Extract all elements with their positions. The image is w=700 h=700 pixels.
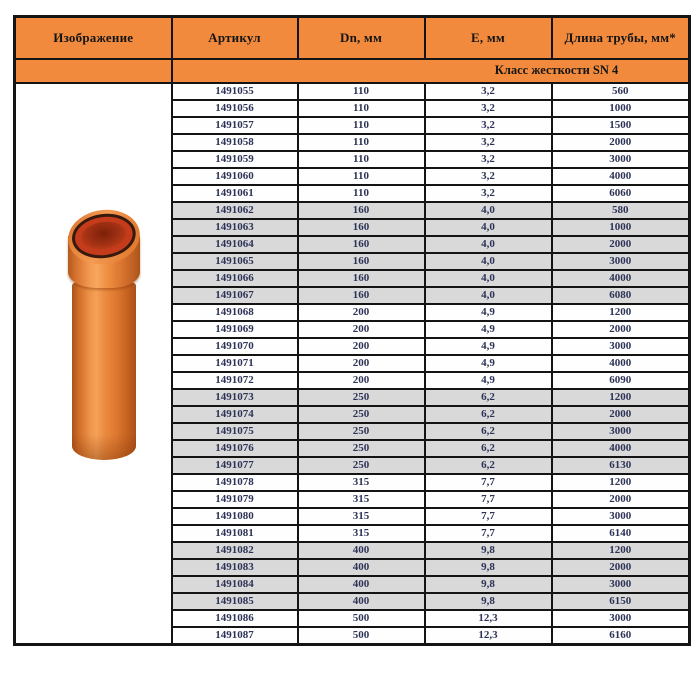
length-cell: 3000 bbox=[552, 151, 690, 168]
length-cell: 4000 bbox=[552, 355, 690, 372]
stiffness-class-cell bbox=[172, 59, 690, 83]
article-cell: 1491057 bbox=[172, 117, 298, 134]
e-cell: 4,9 bbox=[425, 321, 552, 338]
dn-cell: 500 bbox=[298, 627, 425, 645]
dn-cell: 110 bbox=[298, 168, 425, 185]
length-cell: 3000 bbox=[552, 253, 690, 270]
pipe-opening-inner-wall bbox=[72, 213, 135, 259]
e-cell: 4,0 bbox=[425, 219, 552, 236]
dn-cell: 315 bbox=[298, 491, 425, 508]
dn-cell: 160 bbox=[298, 236, 425, 253]
article-cell: 1491063 bbox=[172, 219, 298, 236]
e-cell: 7,7 bbox=[425, 525, 552, 542]
article-cell: 1491085 bbox=[172, 593, 298, 610]
dn-cell: 160 bbox=[298, 219, 425, 236]
length-cell: 1000 bbox=[552, 100, 690, 117]
article-cell: 1491069 bbox=[172, 321, 298, 338]
article-cell: 1491078 bbox=[172, 474, 298, 491]
length-cell: 1200 bbox=[552, 474, 690, 491]
article-cell: 1491084 bbox=[172, 576, 298, 593]
article-cell: 1491082 bbox=[172, 542, 298, 559]
dn-cell: 400 bbox=[298, 542, 425, 559]
dn-cell: 200 bbox=[298, 321, 425, 338]
dn-cell: 500 bbox=[298, 610, 425, 627]
column-header-e: E, мм bbox=[425, 17, 552, 59]
length-cell: 2000 bbox=[552, 491, 690, 508]
article-cell: 1491087 bbox=[172, 627, 298, 645]
e-cell: 6,2 bbox=[425, 440, 552, 457]
dn-cell: 250 bbox=[298, 457, 425, 474]
pipe-opening-interior bbox=[79, 218, 128, 251]
column-header-dn: Dn, мм bbox=[298, 17, 425, 59]
e-cell: 4,0 bbox=[425, 270, 552, 287]
length-cell: 6160 bbox=[552, 627, 690, 645]
article-cell: 1491062 bbox=[172, 202, 298, 219]
dn-cell: 110 bbox=[298, 100, 425, 117]
length-cell: 4000 bbox=[552, 440, 690, 457]
e-cell: 4,9 bbox=[425, 372, 552, 389]
dn-cell: 110 bbox=[298, 134, 425, 151]
article-cell: 1491055 bbox=[172, 83, 298, 100]
article-cell: 1491059 bbox=[172, 151, 298, 168]
length-cell: 6130 bbox=[552, 457, 690, 474]
article-cell: 1491073 bbox=[172, 389, 298, 406]
product-table bbox=[13, 15, 691, 646]
length-cell: 3000 bbox=[552, 610, 690, 627]
length-cell: 6140 bbox=[552, 525, 690, 542]
e-cell: 9,8 bbox=[425, 559, 552, 576]
dn-cell: 250 bbox=[298, 389, 425, 406]
stiffness-row-empty-cell bbox=[15, 59, 172, 83]
e-cell: 3,2 bbox=[425, 117, 552, 134]
article-cell: 1491072 bbox=[172, 372, 298, 389]
length-cell: 6090 bbox=[552, 372, 690, 389]
article-cell: 1491075 bbox=[172, 423, 298, 440]
article-cell: 1491086 bbox=[172, 610, 298, 627]
column-header-pipe-length: Длина трубы, мм* bbox=[552, 17, 690, 59]
dn-cell: 110 bbox=[298, 83, 425, 100]
dn-cell: 110 bbox=[298, 185, 425, 202]
e-cell: 4,9 bbox=[425, 304, 552, 321]
length-cell: 2000 bbox=[552, 321, 690, 338]
article-cell: 1491083 bbox=[172, 559, 298, 576]
table-row bbox=[15, 83, 690, 100]
length-cell: 4000 bbox=[552, 168, 690, 185]
article-cell: 1491058 bbox=[172, 134, 298, 151]
e-cell: 12,3 bbox=[425, 610, 552, 627]
article-cell: 1491071 bbox=[172, 355, 298, 372]
length-cell: 1500 bbox=[552, 117, 690, 134]
length-cell: 580 bbox=[552, 202, 690, 219]
length-cell: 6060 bbox=[552, 185, 690, 202]
length-cell: 3000 bbox=[552, 423, 690, 440]
e-cell: 7,7 bbox=[425, 491, 552, 508]
e-cell: 3,2 bbox=[425, 83, 552, 100]
article-cell: 1491061 bbox=[172, 185, 298, 202]
dn-cell: 160 bbox=[298, 287, 425, 304]
length-cell: 2000 bbox=[552, 236, 690, 253]
dn-cell: 250 bbox=[298, 406, 425, 423]
article-cell: 1491080 bbox=[172, 508, 298, 525]
length-cell: 6150 bbox=[552, 593, 690, 610]
orange-pvc-pipe-photo bbox=[68, 210, 140, 460]
e-cell: 4,0 bbox=[425, 253, 552, 270]
e-cell: 6,2 bbox=[425, 423, 552, 440]
length-cell: 3000 bbox=[552, 508, 690, 525]
column-header-article: Артикул bbox=[172, 17, 298, 59]
article-cell: 1491077 bbox=[172, 457, 298, 474]
e-cell: 9,8 bbox=[425, 593, 552, 610]
e-cell: 3,2 bbox=[425, 151, 552, 168]
dn-cell: 160 bbox=[298, 270, 425, 287]
e-cell: 9,8 bbox=[425, 576, 552, 593]
length-cell: 4000 bbox=[552, 270, 690, 287]
length-cell: 2000 bbox=[552, 134, 690, 151]
e-cell: 4,9 bbox=[425, 338, 552, 355]
article-cell: 1491064 bbox=[172, 236, 298, 253]
length-cell: 2000 bbox=[552, 559, 690, 576]
table-header-row bbox=[15, 17, 690, 59]
length-cell: 1200 bbox=[552, 542, 690, 559]
dn-cell: 250 bbox=[298, 423, 425, 440]
article-cell: 1491076 bbox=[172, 440, 298, 457]
e-cell: 7,7 bbox=[425, 508, 552, 525]
article-cell: 1491070 bbox=[172, 338, 298, 355]
dn-cell: 200 bbox=[298, 355, 425, 372]
e-cell: 6,2 bbox=[425, 457, 552, 474]
e-cell: 7,7 bbox=[425, 474, 552, 491]
length-cell: 1200 bbox=[552, 389, 690, 406]
e-cell: 4,0 bbox=[425, 236, 552, 253]
e-cell: 6,2 bbox=[425, 389, 552, 406]
article-cell: 1491068 bbox=[172, 304, 298, 321]
dn-cell: 200 bbox=[298, 304, 425, 321]
length-cell: 3000 bbox=[552, 576, 690, 593]
dn-cell: 110 bbox=[298, 151, 425, 168]
e-cell: 12,3 bbox=[425, 627, 552, 645]
article-cell: 1491065 bbox=[172, 253, 298, 270]
e-cell: 3,2 bbox=[425, 100, 552, 117]
length-cell: 1000 bbox=[552, 219, 690, 236]
length-cell: 1200 bbox=[552, 304, 690, 321]
dn-cell: 160 bbox=[298, 202, 425, 219]
stiffness-class-label: Класс жесткости SN 4 bbox=[494, 63, 619, 77]
e-cell: 3,2 bbox=[425, 185, 552, 202]
length-cell: 3000 bbox=[552, 338, 690, 355]
e-cell: 9,8 bbox=[425, 542, 552, 559]
dn-cell: 400 bbox=[298, 576, 425, 593]
dn-cell: 250 bbox=[298, 440, 425, 457]
dn-cell: 200 bbox=[298, 338, 425, 355]
article-cell: 1491074 bbox=[172, 406, 298, 423]
article-cell: 1491060 bbox=[172, 168, 298, 185]
column-header-image: Изображение bbox=[15, 17, 172, 59]
article-cell: 1491079 bbox=[172, 491, 298, 508]
pipe-body bbox=[72, 282, 136, 460]
e-cell: 4,0 bbox=[425, 287, 552, 304]
e-cell: 4,9 bbox=[425, 355, 552, 372]
length-cell: 560 bbox=[552, 83, 690, 100]
e-cell: 3,2 bbox=[425, 134, 552, 151]
dn-cell: 160 bbox=[298, 253, 425, 270]
article-cell: 1491056 bbox=[172, 100, 298, 117]
dn-cell: 315 bbox=[298, 508, 425, 525]
article-cell: 1491067 bbox=[172, 287, 298, 304]
article-cell: 1491066 bbox=[172, 270, 298, 287]
dn-cell: 110 bbox=[298, 117, 425, 134]
e-cell: 4,0 bbox=[425, 202, 552, 219]
length-cell: 6080 bbox=[552, 287, 690, 304]
e-cell: 6,2 bbox=[425, 406, 552, 423]
dn-cell: 200 bbox=[298, 372, 425, 389]
dn-cell: 315 bbox=[298, 474, 425, 491]
article-cell: 1491081 bbox=[172, 525, 298, 542]
dn-cell: 400 bbox=[298, 559, 425, 576]
pipe-image-cell bbox=[15, 83, 172, 645]
length-cell: 2000 bbox=[552, 406, 690, 423]
pipe-opening-shadow-ring bbox=[69, 209, 139, 261]
stiffness-class-row bbox=[15, 59, 690, 83]
dn-cell: 400 bbox=[298, 593, 425, 610]
e-cell: 3,2 bbox=[425, 168, 552, 185]
dn-cell: 315 bbox=[298, 525, 425, 542]
